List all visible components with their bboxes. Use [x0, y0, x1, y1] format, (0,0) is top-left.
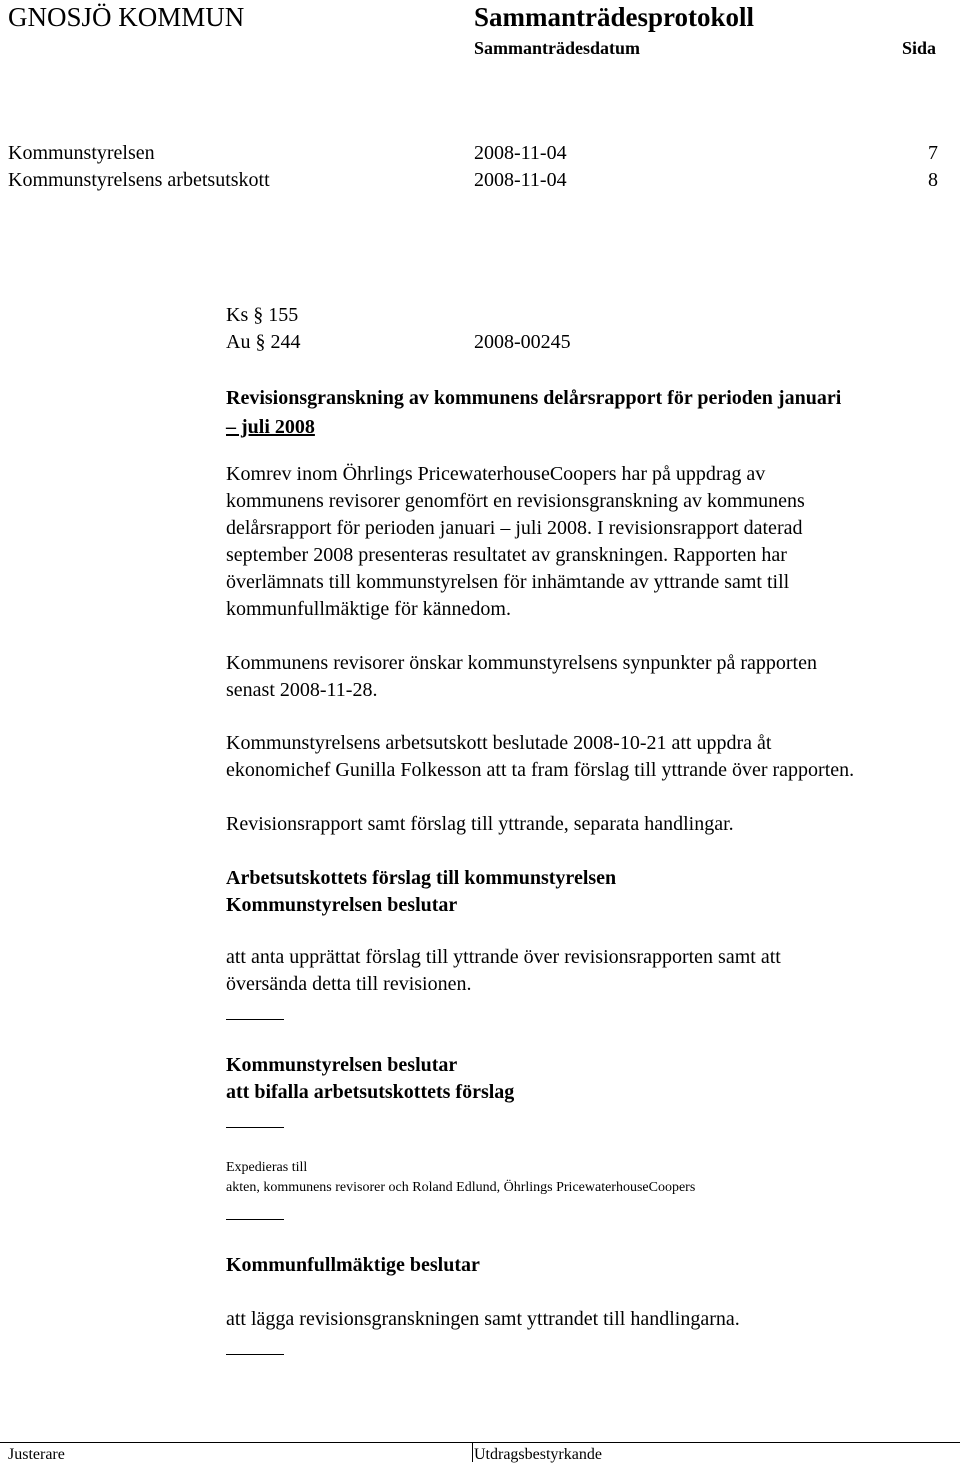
text-line: att lägga revisionsgranskningen samt yttrandet till handlingarna.: [226, 1308, 740, 1330]
text-line: Revisionsrapport samt förslag till yttrande, separata handlingar.: [226, 813, 734, 835]
text-line: översända detta till revisionen.: [226, 973, 472, 995]
ks-decision-text: att bifalla arbetsutskottets förslag: [226, 1081, 515, 1103]
ks-decision-heading: Kommunstyrelsen beslutar: [226, 1054, 458, 1076]
text-line: ekonomichef Gunilla Folkesson att ta fram förslag till yttrande över rapporten.: [226, 759, 855, 781]
au-proposal-heading-block: [226, 865, 956, 919]
text-line: Kommunens revisorer önskar kommunstyrelsens synpunkter på rapporten: [226, 652, 817, 674]
text-line: kommunfullmäktige för kännedom.: [226, 598, 511, 620]
meeting-page: 8: [928, 169, 938, 191]
meeting-date: 2008-11-04: [474, 142, 567, 164]
dispatch-recipients: akten, kommunens revisorer och Roland Edlund, Öhrlings PricewaterhouseCoopers: [226, 1180, 696, 1195]
ks-decision-block: [226, 1052, 956, 1106]
meeting-body: Kommunstyrelsens arbetsutskott: [8, 169, 270, 191]
text-line: att anta upprättat förslag till yttrande över revisionsrapporten samt att: [226, 946, 781, 968]
separator-dash: [226, 1219, 284, 1220]
text-line: senast 2008-11-28.: [226, 679, 378, 701]
kf-decision-heading: [226, 1252, 956, 1279]
case-title-line1: Revisionsgranskning av kommunens delårsrapport för perioden januari: [226, 387, 842, 409]
ks-reference: Ks § 155: [226, 304, 299, 326]
separator-dash: [226, 1127, 284, 1128]
kf-heading: Kommunfullmäktige beslutar: [226, 1254, 480, 1276]
dispatch-label: Expedieras till: [226, 1160, 308, 1175]
diary-number: 2008-00245: [474, 331, 571, 353]
text-line: överlämnats till kommunstyrelsen för inhämtande av yttrande samt till: [226, 571, 790, 593]
meeting-date: 2008-11-04: [474, 169, 567, 191]
footer-rule: [0, 1442, 960, 1443]
request-paragraph: [226, 650, 956, 704]
text-line: Kommunstyrelsens arbetsutskott beslutade 2008-10-21 att uppdra åt: [226, 732, 772, 754]
text-line: september 2008 presenteras resultatet av granskningen. Rapporten har: [226, 544, 787, 566]
ks-decides-heading: Kommunstyrelsen beslutar: [226, 894, 458, 916]
case-title-line2: – juli 2008: [226, 416, 315, 438]
separator-dash: [226, 1019, 284, 1020]
adjusters-label: Justerare: [8, 1446, 65, 1463]
background-paragraph: [226, 461, 956, 623]
separator-dash: [226, 1354, 284, 1355]
text-line: Komrev inom Öhrlings PricewaterhouseCoopers har på uppdrag av: [226, 463, 766, 485]
meeting-body: Kommunstyrelsen: [8, 142, 155, 164]
footer-divider: [472, 1442, 473, 1462]
text-line: delårsrapport för perioden januari – juli 2008. I revisionsrapport daterad: [226, 517, 803, 539]
au-proposal-text: [226, 944, 956, 998]
extract-certification-label: Utdragsbestyrkande: [474, 1446, 602, 1463]
document-type: Sammanträdesprotokoll: [474, 2, 755, 32]
date-column-label: Sammanträdesdatum: [474, 38, 641, 58]
kf-decision-text: [226, 1306, 956, 1333]
documents-paragraph: [226, 811, 956, 838]
meeting-page: 7: [928, 142, 938, 164]
assignment-paragraph: [226, 730, 956, 784]
text-line: kommunens revisorer genomfört en revisionsgranskning av kommunens: [226, 490, 805, 512]
page-column-label: Sida: [902, 38, 937, 58]
organization-name: GNOSJÖ KOMMUN: [8, 2, 245, 32]
au-proposal-heading: Arbetsutskottets förslag till kommunstyrelsen: [226, 867, 617, 889]
au-reference: Au § 244: [226, 331, 301, 353]
case-title: [226, 384, 946, 442]
